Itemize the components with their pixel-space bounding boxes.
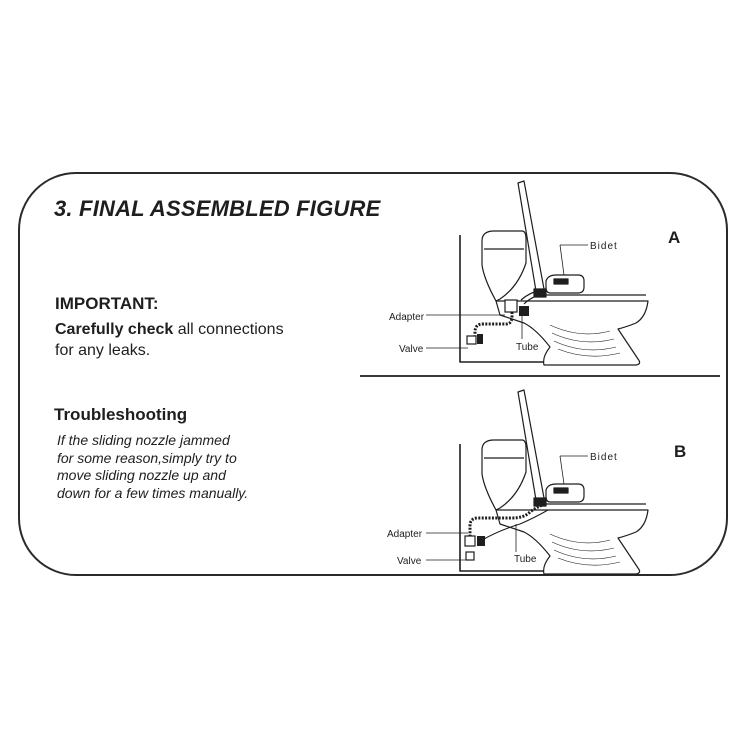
figure-a-adapter-label: Adapter [389, 312, 425, 323]
figure-b-letter: B [674, 442, 687, 461]
important-heading: IMPORTANT: [55, 294, 159, 313]
figure-b-adapter-label: Adapter [387, 529, 423, 540]
troubleshooting-line: for some reason,simply try to [57, 449, 237, 466]
troubleshooting-line: move sliding nozzle up and [57, 467, 226, 483]
important-bold-text: Carefully check [55, 321, 174, 338]
figure-a-tube-label: Tube [516, 342, 539, 353]
figure-a [389, 181, 680, 365]
section-title: 3. FINAL ASSEMBLED FIGURE [54, 196, 381, 221]
important-text-line2: for any leaks. [55, 342, 151, 359]
important-text-line1: all connections [173, 321, 284, 338]
figure-a-valve-label: Valve [399, 344, 424, 355]
figure-a-bidet-label: Bidet [590, 241, 618, 252]
figure-b-tube-label: Tube [514, 554, 537, 565]
figure-b [387, 390, 686, 574]
troubleshooting-line: down for a few times manually. [57, 484, 249, 501]
figure-b-bidet-label: Bidet [590, 452, 618, 463]
figure-a-letter: A [668, 228, 681, 247]
figure-b-valve-label: Valve [397, 556, 422, 567]
troubleshooting-line: If the sliding nozzle jammed [57, 432, 230, 448]
troubleshooting-heading: Troubleshooting [54, 405, 188, 424]
